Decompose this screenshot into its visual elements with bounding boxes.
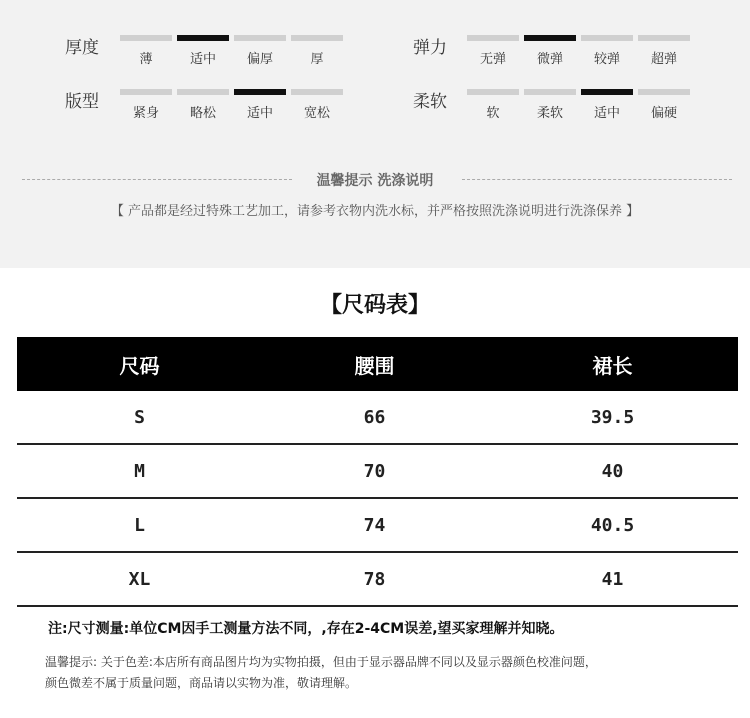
cell-size: XL xyxy=(128,568,151,590)
attribute-panel xyxy=(0,0,750,268)
elasticity-option: 较弹 xyxy=(593,52,620,67)
softness-bar-2 xyxy=(524,89,576,95)
measurement-note: 注:尺寸测量:单位CM因手工测量方法不同，,存在2-4CM误差,望买家理解并知晓。 xyxy=(48,621,564,637)
cell-size: L xyxy=(134,514,145,536)
cell-length: 40 xyxy=(601,460,624,482)
size-table xyxy=(17,337,738,607)
fit-bar-2 xyxy=(177,89,229,95)
softness-option: 偏硬 xyxy=(650,106,677,121)
cell-waist: 74 xyxy=(363,514,386,536)
cell-size: S xyxy=(134,406,145,428)
table-row xyxy=(17,391,738,445)
cell-size: M xyxy=(134,460,145,482)
elasticity-option: 微弹 xyxy=(536,52,563,67)
header-length: 裙长 xyxy=(592,353,633,378)
cell-waist: 78 xyxy=(363,568,386,590)
thickness-option: 偏厚 xyxy=(246,52,273,67)
thickness-bar-4 xyxy=(291,35,343,41)
cell-length: 41 xyxy=(601,568,624,590)
table-row xyxy=(17,553,738,607)
elasticity-bar-2 xyxy=(524,35,576,41)
elasticity-bar-1 xyxy=(467,35,519,41)
thickness-bar-1 xyxy=(120,35,172,41)
elasticity-bar-4 xyxy=(638,35,690,41)
thickness-option: 厚 xyxy=(310,52,324,67)
disclaimer-line: 颜色微差不属于质量问题，商品请以实物为准，敬请理解。 xyxy=(45,676,358,690)
softness-option: 柔软 xyxy=(536,106,563,121)
thickness-option: 适中 xyxy=(189,52,216,67)
fit-option: 略松 xyxy=(189,106,216,121)
fit-option: 适中 xyxy=(246,106,273,121)
fit-option: 紧身 xyxy=(132,106,159,121)
attr-label-elasticity: 弹力 xyxy=(413,38,447,58)
size-chart-title: 【尺码表】 xyxy=(319,293,430,318)
softness-option: 软 xyxy=(486,106,500,121)
cell-waist: 70 xyxy=(363,460,386,482)
softness-bar-3 xyxy=(581,89,633,95)
attr-label-fit: 版型 xyxy=(65,92,99,112)
attr-label-softness: 柔软 xyxy=(413,92,447,112)
attr-label-thickness: 厚度 xyxy=(65,38,99,58)
softness-bar-1 xyxy=(467,89,519,95)
table-row xyxy=(17,445,738,499)
elasticity-option: 无弹 xyxy=(479,52,506,67)
elasticity-option: 超弹 xyxy=(650,52,677,67)
care-tip-title: 温馨提示 洗涤说明 xyxy=(316,173,434,189)
softness-option: 适中 xyxy=(593,106,620,121)
disclaimer-line: 温馨提示: 关于色差:本店所有商品图片均为实物拍摄，但由于显示器品牌不同以及显示器颜色校准问题， xyxy=(45,655,597,669)
color-disclaimer xyxy=(45,652,745,694)
table-row xyxy=(17,499,738,553)
cell-waist: 66 xyxy=(363,406,386,428)
table-header xyxy=(17,337,738,391)
fit-bar-4 xyxy=(291,89,343,95)
elasticity-bar-3 xyxy=(581,35,633,41)
fit-option: 宽松 xyxy=(303,106,330,121)
softness-bar-4 xyxy=(638,89,690,95)
care-tip-text: 【 产品都是经过特殊工艺加工，请参考衣物内洗水标，并严格按照洗涤说明进行洗涤保养 】 xyxy=(110,204,640,219)
fit-bar-3 xyxy=(234,89,286,95)
fit-bar-1 xyxy=(120,89,172,95)
header-waist: 腰围 xyxy=(354,353,395,378)
thickness-option: 薄 xyxy=(139,52,153,67)
cell-length: 40.5 xyxy=(590,514,635,536)
thickness-bar-2 xyxy=(177,35,229,41)
header-size: 尺码 xyxy=(119,353,160,378)
cell-length: 39.5 xyxy=(590,406,635,428)
thickness-bar-3 xyxy=(234,35,286,41)
